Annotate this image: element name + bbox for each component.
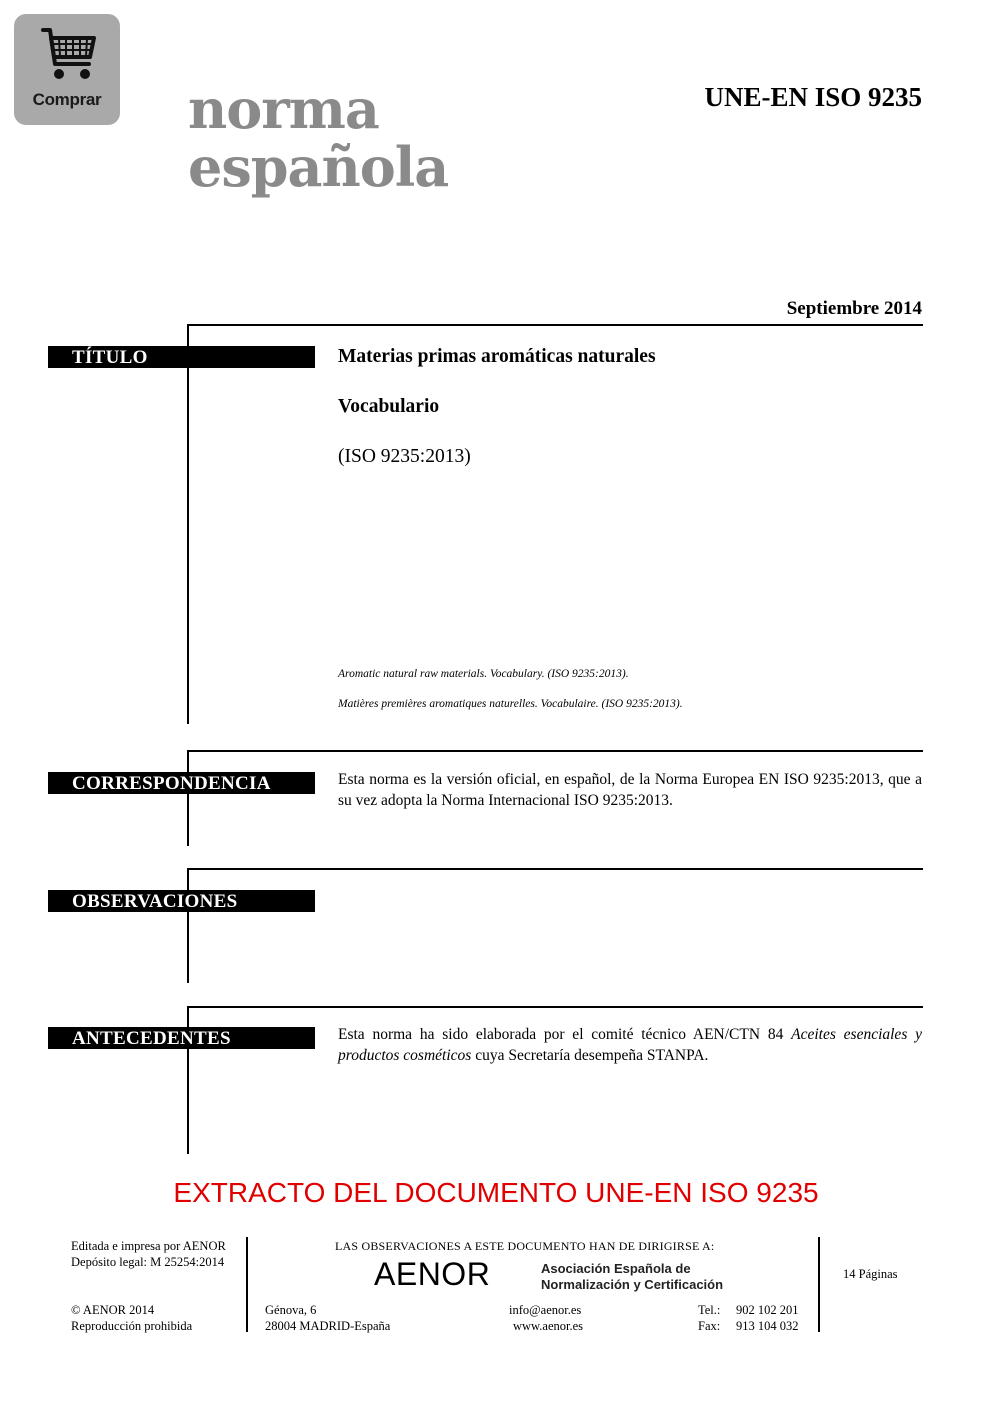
antecedentes-committee-name: Aceites esenciales y productos cosméticos bbox=[338, 1026, 923, 1064]
footer-divider-right bbox=[818, 1237, 820, 1332]
antecedentes-text-pre: Esta norma ha sido elaborada por el comité técnico AEN/CTN 84 bbox=[338, 1026, 792, 1043]
standard-code: UNE-EN ISO 9235 bbox=[704, 82, 922, 112]
footer-edition bbox=[71, 1238, 226, 1270]
aenor-org-name bbox=[541, 1261, 723, 1293]
brand-line-2: española bbox=[188, 135, 449, 199]
footer-divider-left bbox=[246, 1237, 248, 1332]
buy-button[interactable] bbox=[14, 14, 120, 125]
section-divider-observaciones bbox=[188, 868, 923, 870]
title-iso-code: (ISO 9235:2013) bbox=[338, 446, 471, 467]
buy-button-label: Comprar bbox=[32, 90, 102, 109]
footer-contact-online bbox=[509, 1302, 583, 1334]
section-rule-observaciones bbox=[187, 868, 189, 983]
section-rule-correspondencia bbox=[187, 750, 189, 846]
footer-edited: Editada e impresa por AENOR bbox=[71, 1239, 226, 1253]
brand-line-1: norma bbox=[188, 77, 379, 141]
extract-notice: EXTRACTO DEL DOCUMENTO UNE-EN ISO 9235 bbox=[173, 1177, 819, 1208]
footer-reproduction: Reproducción prohibida bbox=[71, 1319, 193, 1333]
footer-pages: 14 Páginas bbox=[843, 1267, 898, 1281]
footer-web: www.aenor.es bbox=[513, 1319, 584, 1333]
antecedentes-text bbox=[338, 1024, 922, 1066]
publication-date: Septiembre 2014 bbox=[786, 298, 922, 319]
section-label-antecedentes: ANTECEDENTES bbox=[48, 1027, 315, 1049]
footer-tel: 902 102 201 bbox=[736, 1303, 799, 1317]
footer-tel-label: Tel.: bbox=[698, 1303, 721, 1317]
footer-copyright: © AENOR 2014 bbox=[71, 1303, 155, 1317]
aenor-org-name-2: Normalización y Certificación bbox=[541, 1277, 724, 1292]
section-divider-titulo bbox=[188, 324, 923, 326]
section-label-correspondencia: CORRESPONDENCIA bbox=[48, 772, 315, 794]
title-sub: Vocabulario bbox=[338, 396, 440, 417]
aenor-logo: AENOR bbox=[374, 1256, 491, 1292]
title-english: Aromatic natural raw materials. Vocabulary. (ISO 9235:2013). bbox=[338, 668, 629, 680]
footer-deposit: Depósito legal: M 25254:2014 bbox=[71, 1255, 225, 1269]
footer-fax-label: Fax: bbox=[698, 1319, 721, 1333]
brand-title bbox=[188, 77, 449, 199]
footer-observations-to: LAS OBSERVACIONES A ESTE DOCUMENTO HAN DE DIRIGIRSE A: bbox=[335, 1239, 715, 1253]
aenor-org-name-1: Asociación Española de bbox=[541, 1261, 691, 1276]
footer-address-2: 28004 MADRID-España bbox=[265, 1319, 391, 1333]
correspondencia-text: Esta norma es la versión oficial, en español, de la Norma Europea EN ISO 9235:2013, que a su vez adopta la Norma Internacional ISO 9235:2013. bbox=[338, 771, 922, 809]
footer-email: info@aenor.es bbox=[509, 1303, 582, 1317]
antecedentes-text-post: cuya Secretaría desempeña STANPA. bbox=[471, 1047, 709, 1064]
section-label-titulo: TÍTULO bbox=[48, 346, 315, 368]
section-divider-antecedentes bbox=[188, 1006, 923, 1008]
footer-rights bbox=[71, 1302, 192, 1334]
shopping-cart-icon bbox=[41, 26, 97, 84]
footer-fax: 913 104 032 bbox=[736, 1319, 799, 1333]
section-divider-correspondencia bbox=[188, 750, 923, 752]
title-main: Materias primas aromáticas naturales bbox=[338, 346, 656, 367]
footer-address bbox=[265, 1302, 390, 1334]
section-label-observaciones: OBSERVACIONES bbox=[48, 890, 315, 912]
footer-phone bbox=[698, 1302, 799, 1334]
title-french: Matières premières aromatiques naturelles. Vocabulaire. (ISO 9235:2013). bbox=[338, 698, 683, 710]
footer-address-1: Génova, 6 bbox=[265, 1303, 317, 1317]
section-rule-titulo bbox=[187, 324, 189, 724]
